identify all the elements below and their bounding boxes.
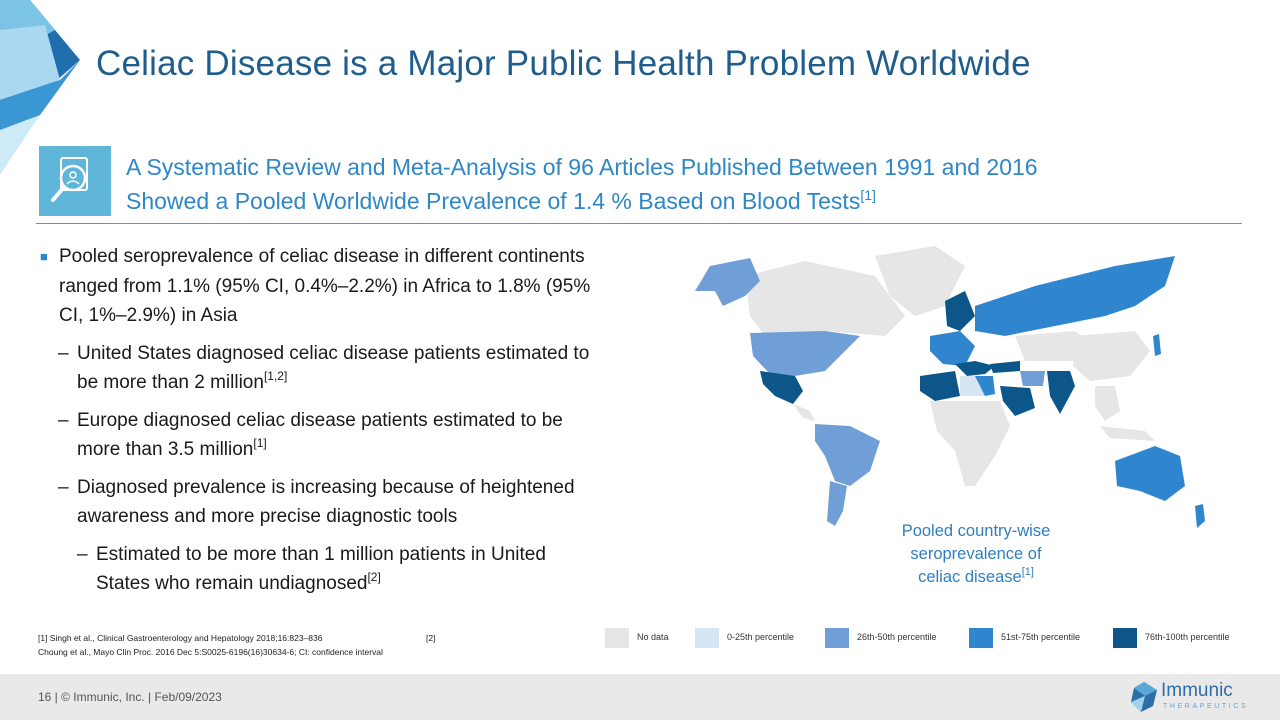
map-region-mexico [760,371,803,404]
map-region-russia [975,256,1175,336]
legend-label: 26th-50th percentile [857,632,937,642]
map-caption-line-2: seroprevalence of [910,545,1042,563]
map-region-usa [750,331,860,376]
bullet-list [40,242,600,599]
legend-swatch [969,628,993,648]
dash-bullet: – [77,543,88,565]
map-region-india [1047,371,1075,414]
footer [0,674,1280,720]
map-region-south-america-south [827,481,847,526]
bullet-subsub [40,540,600,599]
map-region-china [1073,331,1150,381]
map-region-north-africa-west [920,371,960,401]
legend-label: No data [637,632,669,642]
footer-text: 16 | © Immunic, Inc. | Feb/09/2023 [38,690,222,704]
logo-subtext: THERAPEUTICS [1163,703,1249,710]
banner-subtitle [126,150,1038,218]
legend-label: 76th-100th percentile [1145,632,1230,642]
map-caption [870,520,1082,589]
legend-swatch [1113,628,1137,648]
bullet-sub-2-ref: [1] [253,436,267,450]
banner-ref: [1] [860,187,876,203]
bullet-sub-3-text: Diagnosed prevalence is increasing because of heightened awareness and more precise diagnostic tools [77,476,575,527]
bullet-sub-1-text: United States diagnosed celiac disease patients estimated to be more than 2 million [77,342,590,393]
map-region-australia [1115,446,1185,501]
map-region-south-america-north [815,424,880,486]
map-region-africa [930,401,1010,486]
map-region-europe-south [955,361,995,376]
square-bullet-icon: ■ [40,249,48,264]
map-caption-line-1: Pooled country-wise [901,522,1051,540]
reference-2-label: [2] [426,633,436,643]
reference-1: [1] Singh et al., Clinical Gastroenterology and Hepatology 2018;16:823–836 [38,633,323,643]
bullet-sub-1 [40,339,600,398]
bullet-sub-1-ref: [1,2] [263,369,288,383]
bullet-subsub-text: Estimated to be more than 1 million patients in United States who remain undiagnosed [96,543,546,594]
magnifier-document-icon [39,146,111,216]
map-region-indonesia [1100,426,1155,441]
map-region-new-zealand [1195,504,1205,528]
dash-bullet: – [58,342,69,364]
logo-wordmark: Immunic [1161,680,1233,701]
bullet-sub-2 [40,406,600,465]
dash-bullet: – [58,409,69,431]
references [38,631,436,659]
legend-swatch [825,628,849,648]
reference-2: Choung et al., Mayo Clin Proc. 2016 Dec 5:S0025-6196(16)30634-6; CI: confidence interval [38,647,383,657]
legend-swatch [605,628,629,648]
map-region-central-america [793,404,815,421]
banner-line-2-text: Showed a Pooled Worldwide Prevalence of 1.4 % Based on Blood Tests [126,188,861,214]
legend-label: 0-25th percentile [727,632,795,642]
map-region-japan [1153,334,1161,356]
bullet-main-text: Pooled seroprevalence of celiac disease in different continents ranged from 1.1% (95% CI, 0.4%–2.2%) in Africa to 1.8% (95% CI, 1%–2.9%) in Asia [59,246,591,326]
banner-line-1: A Systematic Review and Meta-Analysis of 96 Articles Published Between 1991 and 2016 [126,154,1038,180]
map-region-arabia [1000,386,1035,416]
map-region-southeast-asia [1095,386,1120,421]
bullet-subsub-ref: [2] [367,570,381,584]
legend-label: 51st-75th percentile [1001,632,1081,642]
bullet-sub-2-text: Europe diagnosed celiac disease patients estimated to be more than 3.5 million [77,409,563,460]
map-caption-line-3-text: celiac disease [918,568,1022,586]
bullet-sub-3 [40,473,600,532]
map-region-canada [745,261,905,336]
divider [36,223,1242,224]
map-region-europe-west [930,331,975,366]
logo-mark-icon [1131,682,1157,712]
company-logo [1131,680,1251,714]
map-region-turkey [990,361,1020,373]
legend-swatch [695,628,719,648]
map-caption-line-3 [870,566,1082,589]
bullet-main [40,242,600,331]
world-map [675,236,1250,536]
page-title: Celiac Disease is a Major Public Health Problem Worldwide [96,44,1031,83]
dash-bullet: – [58,476,69,498]
banner-line-2 [126,184,1038,218]
map-caption-ref: [1] [1021,566,1034,578]
map-region-iran [1020,371,1045,386]
